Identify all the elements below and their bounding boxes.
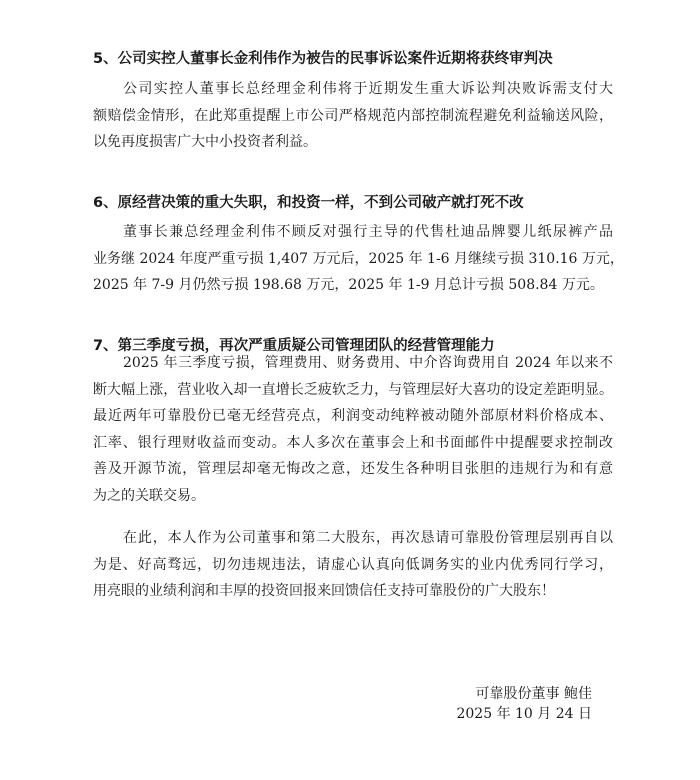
section-6-heading: 6、原经营决策的重大失职，和投资一样，不到公司破产就打死不改 (93, 195, 524, 211)
paragraph-line: 2025 年三季度亏损，管理费用、财务费用、中介咨询费用自 2024 年以来不 (123, 355, 613, 371)
paragraph-line: 为是、好高骛远，切勿违规违法，请虚心认真向低调务实的业内优秀同行学习， (93, 556, 613, 573)
section-7-paragraph-1 (93, 350, 613, 509)
paragraph-line: 董事长兼总经理金利伟不顾反对强行主导的代售杜迪品牌婴儿纸尿裤产品 (123, 224, 613, 240)
signature-block (456, 684, 592, 724)
paragraph-line: 以免再度损害广大中小投资者利益。 (93, 134, 317, 150)
section-7-heading: 7、第三季度亏损，再次严重质疑公司管理团队的经营管理能力 (93, 338, 495, 354)
signature-name: 可靠股份董事 鲍佳 (475, 686, 592, 702)
paragraph-line: 业务继 2024 年度严重亏损 1,407 万元后，2025 年 1-6 月继续亏损 310.16 万元， (93, 250, 624, 267)
paragraph-line: 汇率、银行理财收益而变动。本人多次在董事会上和书面邮件中提醒要求控制改 (93, 434, 613, 451)
paragraph-line: 2025 年 7-9 月仍然亏损 198.68 万元，2025 年 1-9 月总计亏损 508.84 万元。 (93, 277, 604, 293)
paragraph-line: 用亮眼的业绩利润和丰厚的投资回报来回馈信任支持可靠股份的广大股东！ (93, 583, 555, 599)
section-6-paragraph (93, 219, 624, 299)
paragraph-line: 断大幅上涨，营业收入却一直增长乏疲软乏力，与管理层好大喜功的设定差距明显。 (93, 381, 613, 398)
section-7-paragraph-2 (93, 525, 613, 605)
paragraph-line: 最近两年可靠股份已毫无经营亮点，利润变动纯粹被动随外部原材料价格成本、 (93, 408, 613, 424)
paragraph-line: 公司实控人董事长总经理金利伟将于近期发生重大诉讼判决败诉需支付大 (123, 81, 613, 97)
section-5-heading: 5、公司实控人董事长金利伟作为被告的民事诉讼案件近期将获终审判决 (93, 51, 553, 67)
paragraph-line: 为之的关联交易。 (93, 487, 205, 504)
paragraph-line: 善及开源节流，管理层却毫无悔改之意，还发生各种明目张胆的违规行为和有意 (93, 461, 613, 477)
paragraph-line: 在此，本人作为公司董事和第二大股东，再次恳请可靠股份管理层别再自以 (123, 530, 613, 546)
paragraph-line: 额赔偿金情形，在此郑重提醒上市公司严格规范内部控制流程避免利益输送风险， (93, 107, 613, 124)
signature-date: 2025 年 10 月 24 日 (456, 706, 592, 722)
section-5-paragraph (93, 76, 613, 156)
